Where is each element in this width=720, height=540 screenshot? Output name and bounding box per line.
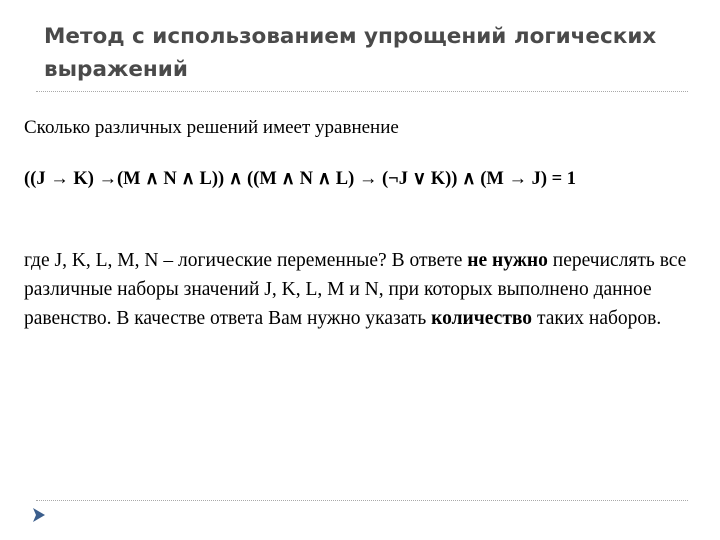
slide-title: Метод с использованием упрощений логических выражений: [44, 24, 657, 82]
next-arrow-icon[interactable]: [30, 506, 48, 524]
paragraph-text-1: где J, K, L, M, N – логические переменные? В ответе: [24, 250, 468, 271]
title-divider: [36, 91, 688, 92]
paragraph-text-2: перечислять все различные наборы значений J, K, L, M и N, при которых выполнено данное равенство. В качестве ответа Вам нужно указать: [24, 250, 687, 329]
paragraph-text-3: таких наборов.: [532, 308, 662, 329]
paragraph-bold-not-needed: не нужно: [467, 250, 548, 271]
task-paragraph: [24, 246, 704, 333]
question-text: Сколько различных решений имеет уравнение: [24, 117, 399, 138]
paragraph-bold-count: количество: [431, 308, 533, 329]
footer-divider: [36, 500, 688, 501]
equation: ((J → K) →(M ∧ N ∧ L)) ∧ ((M ∧ N ∧ L) → (¬J ∨ K)) ∧ (M → J) = 1: [24, 169, 577, 189]
